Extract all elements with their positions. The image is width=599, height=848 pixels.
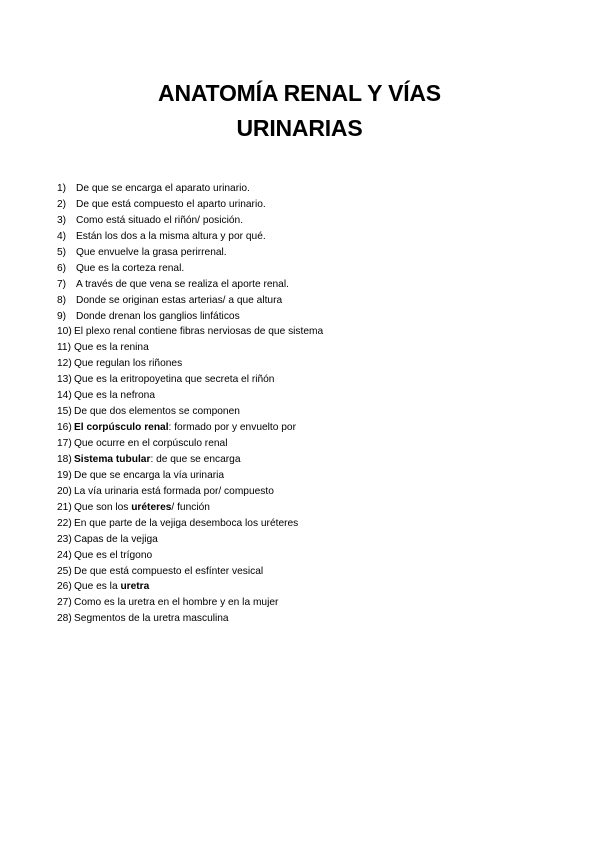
question-text-bold: uretra [120,581,150,593]
question-number: 11) [57,342,71,354]
question-number: 26) [57,581,72,593]
question-item [57,356,557,372]
question-text-regular: Que es la renina [74,342,149,354]
question-number: 18) [57,453,72,465]
question-text-regular: A través de que vena se realiza el aporte renal. [76,278,289,290]
question-text-regular: Capas de la vejiga [74,533,158,545]
question-text-regular: Que es la corteza renal. [76,262,185,274]
question-text-suffix: : de que se encarga [150,453,241,465]
question-number: 28) [57,613,72,625]
question-item [57,420,557,436]
question-text [74,484,274,500]
question-number: 15) [57,406,72,418]
question-item [57,293,557,309]
question-text-regular: De que se encarga el aparato urinario. [76,183,250,194]
question-text-regular: Que son los [74,501,132,513]
question-item [57,500,557,516]
question-item [57,452,557,468]
question-number: 1) [57,183,67,194]
question-number: 17) [57,438,72,449]
question-item [57,404,557,420]
question-number: 22) [57,517,72,529]
question-text-bold: Sistema tubular [74,453,151,465]
question-item [57,484,557,500]
question-number: 25) [57,565,72,577]
question-item [57,579,557,595]
question-text [74,548,152,564]
question-text-regular: Están los dos a la misma altura y por qué. [76,230,266,242]
question-text-regular: Que envuelve la grasa perirrenal. [76,246,227,258]
question-item [57,611,557,627]
question-text [74,420,296,436]
question-text [74,468,224,484]
question-text [74,611,229,627]
question-number: 3) [57,214,67,226]
question-text [74,340,149,356]
question-text [74,516,298,532]
question-item [57,516,557,532]
question-number: 6) [57,262,67,274]
question-text [74,452,241,468]
question-text [74,595,278,611]
question-text [74,404,240,420]
question-item [57,532,557,548]
question-number: 12) [57,358,72,370]
question-item [57,324,557,340]
question-item [57,213,557,229]
question-text-regular: La vía urinaria está formada por/ compuesto [74,485,274,497]
question-text-suffix: / función [171,501,210,513]
question-text-regular: De que dos elementos se componen [74,406,240,418]
question-text-regular: Que ocurre en el corpúsculo renal [74,438,228,449]
question-text-regular: De que se encarga la vía urinaria [74,469,225,481]
question-text-regular: Donde se originan estas arterias/ a que altura [76,294,283,306]
question-text [76,181,250,197]
question-item [57,277,557,293]
question-number: 2) [57,198,67,210]
question-item [57,245,557,261]
question-text-regular: De que está compuesto el esfínter vesical [74,565,264,577]
question-item [57,181,557,197]
question-text-regular: Segmentos de la uretra masculina [74,613,229,625]
question-text [74,388,155,404]
question-number: 23) [57,533,72,545]
question-number: 20) [57,485,72,497]
question-text [74,372,274,388]
question-item [57,548,557,564]
question-text [76,309,240,325]
title-line-1: ANATOMÍA RENAL Y VÍAS [158,80,441,106]
question-text [74,436,227,452]
question-text [74,356,182,372]
question-text [74,324,323,340]
question-text-regular: Donde drenan los ganglios linfáticos [76,310,240,322]
question-number: 27) [57,597,72,609]
question-text [76,277,289,293]
title-line-2: URINARIAS [236,115,363,141]
question-list [57,181,557,627]
question-number: 9) [57,310,67,322]
question-text [76,197,266,213]
question-number: 4) [57,230,67,242]
question-text-regular: Como está situado el riñón/ posición. [76,214,244,226]
question-number: 19) [57,469,72,481]
question-item [57,229,557,245]
question-number: 13) [57,374,72,386]
question-text-regular: Que regulan los riñones [74,358,183,370]
question-number: 16) [57,422,72,434]
question-text [76,261,184,277]
question-text-regular: De que está compuesto el aparto urinario. [76,198,266,210]
question-text-bold: El corpúsculo renal [74,422,169,434]
question-text [74,579,149,595]
question-text-bold: uréteres [131,501,172,513]
question-text [74,532,158,548]
question-item [57,261,557,277]
question-text-regular: Que es la eritropoyetina que secreta el riñón [74,374,275,386]
question-item [57,197,557,213]
question-number: 24) [57,549,72,561]
question-text [74,500,210,516]
question-text-regular: Que es el trígono [74,549,153,561]
question-item [57,468,557,484]
page-title [0,76,599,146]
question-number: 5) [57,246,67,258]
question-item [57,309,557,325]
question-text [74,564,263,580]
question-text-suffix: : formado por y envuelto por [168,422,296,434]
question-item [57,340,557,356]
question-text-regular: Como es la uretra en el hombre y en la mujer [74,597,279,609]
question-item [57,388,557,404]
question-number: 10) [57,326,72,338]
question-text-regular: Que es la [74,581,121,593]
question-text-regular: Que es la nefrona [74,390,155,402]
question-text [76,293,282,309]
question-text-regular: El plexo renal contiene fibras nerviosas de que sistema [74,326,324,338]
question-text [76,213,243,229]
question-text [76,245,227,261]
question-text [76,229,266,245]
question-number: 14) [57,390,72,402]
question-number: 7) [57,278,67,290]
question-item [57,372,557,388]
question-number: 8) [57,294,67,306]
question-item [57,595,557,611]
question-item [57,564,557,580]
question-text-regular: En que parte de la vejiga desemboca los uréteres [74,517,299,529]
question-number: 21) [57,501,72,513]
question-item [57,436,557,452]
